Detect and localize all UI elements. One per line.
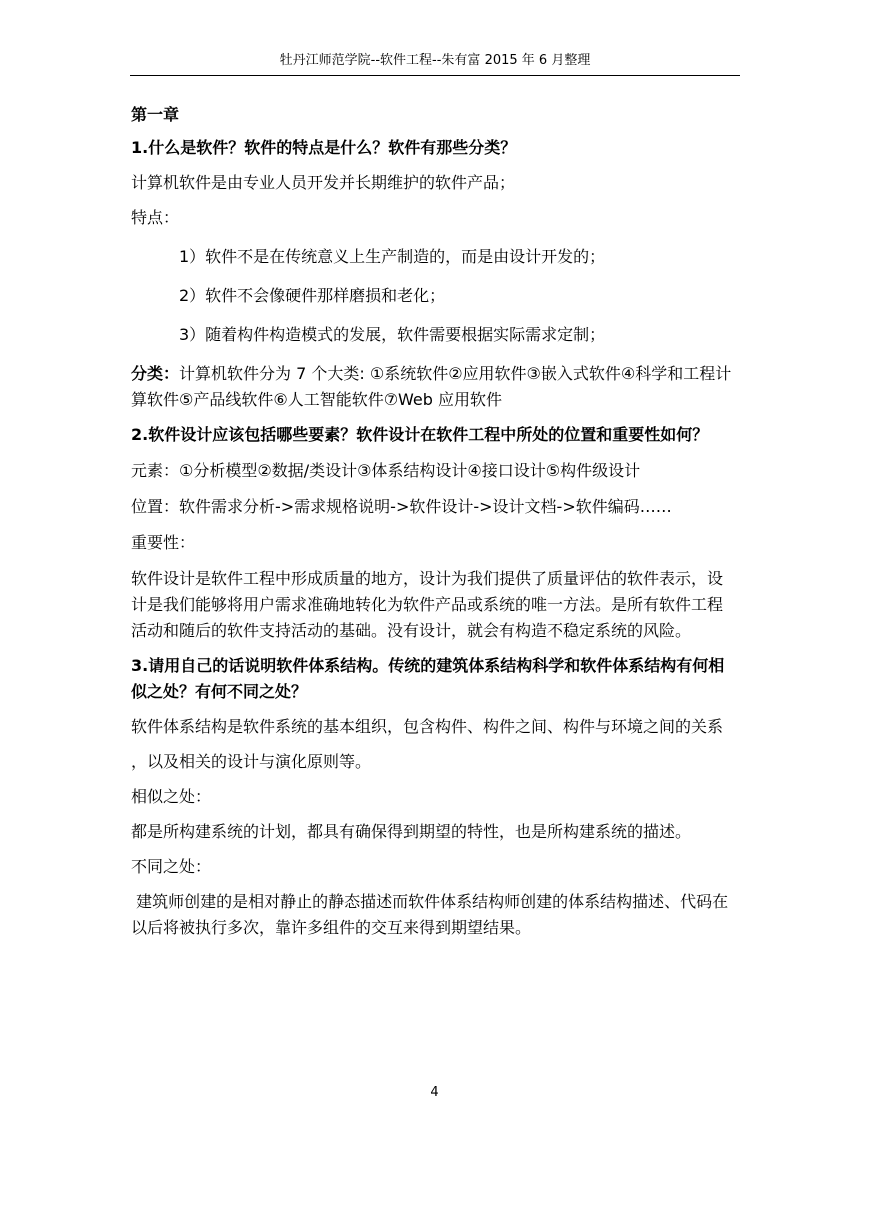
chapter-heading: 第一章	[131, 105, 180, 124]
q3-different-label: 不同之处：	[131, 857, 212, 876]
q1-features-label: 特点：	[131, 208, 180, 227]
q1-feature-item: 2）软件不会像硬件那样磨损和老化；	[179, 286, 446, 305]
q2-importance-line: 计是我们能够将用户需求准确地转化为软件产品或系统的唯一方法。是所有软件工程	[131, 595, 724, 614]
q2-importance-line: 活动和随后的软件支持活动的基础。没有设计，就会有构造不稳定系统的风险。	[131, 621, 692, 640]
q3-different-text-continued: 以后将被执行多次，靠许多组件的交互来得到期望结果。	[131, 918, 532, 937]
page-header: 牡丹江师范学院--软件工程--朱有富 2015 年 6 月整理	[279, 53, 591, 68]
page-number: 4	[430, 1085, 439, 1100]
page-body	[131, 102, 743, 941]
q1-feature-item: 3）随着构件构造模式的发展，软件需要根据实际需求定制；	[179, 325, 606, 344]
question-1-title: 1.什么是软件？软件的特点是什么？软件有那些分类？	[131, 138, 517, 157]
q2-elements: 元素：①分析模型②数据/类设计③体系结构设计④接口设计⑤构件级设计	[131, 461, 641, 480]
q1-category-text: 计算机软件分为 7 个大类: ①系统软件②应用软件③嵌入式软件④科学和工程计	[179, 364, 732, 383]
q1-category-line	[131, 361, 743, 387]
q3-definition: 软件体系结构是软件系统的基本组织，包含构件、构件之间、构件与环境之间的关系	[131, 717, 724, 736]
question-2-title: 2.软件设计应该包括哪些要素？软件设计在软件工程中所处的位置和重要性如何？	[131, 425, 709, 444]
q1-definition: 计算机软件是由专业人员开发并长期维护的软件产品；	[131, 173, 516, 192]
header-divider	[130, 75, 740, 76]
question-3-title-continued: 似之处？有何不同之处？	[131, 682, 308, 701]
q1-category-label: 分类：	[131, 364, 180, 383]
q3-different-text: 建筑师创建的是相对静止的静态描述而软件体系结构师创建的体系结构描述、代码在	[131, 892, 729, 911]
q3-similar-label: 相似之处：	[131, 787, 212, 806]
q2-position: 位置：软件需求分析->需求规格说明->软件设计->设计文档->软件编码……	[131, 497, 672, 516]
question-3-title: 3.请用自己的话说明软件体系结构。传统的建筑体系结构科学和软件体系结构有何相	[131, 656, 725, 675]
q1-category-line-continued: 算软件⑤产品线软件⑥人工智能软件⑦Web 应用软件	[131, 390, 503, 409]
q3-similar-text: 都是所构建系统的计划，都具有确保得到期望的特性，也是所构建系统的描述。	[131, 822, 692, 841]
q3-definition-continued: ，以及相关的设计与演化原则等。	[131, 752, 372, 771]
q2-importance-label: 重要性：	[131, 533, 196, 552]
q2-importance-line: 软件设计是软件工程中形成质量的地方，设计为我们提供了质量评估的软件表示，设	[131, 569, 724, 588]
q1-feature-item: 1）软件不是在传统意义上生产制造的，而是由设计开发的；	[179, 247, 606, 266]
